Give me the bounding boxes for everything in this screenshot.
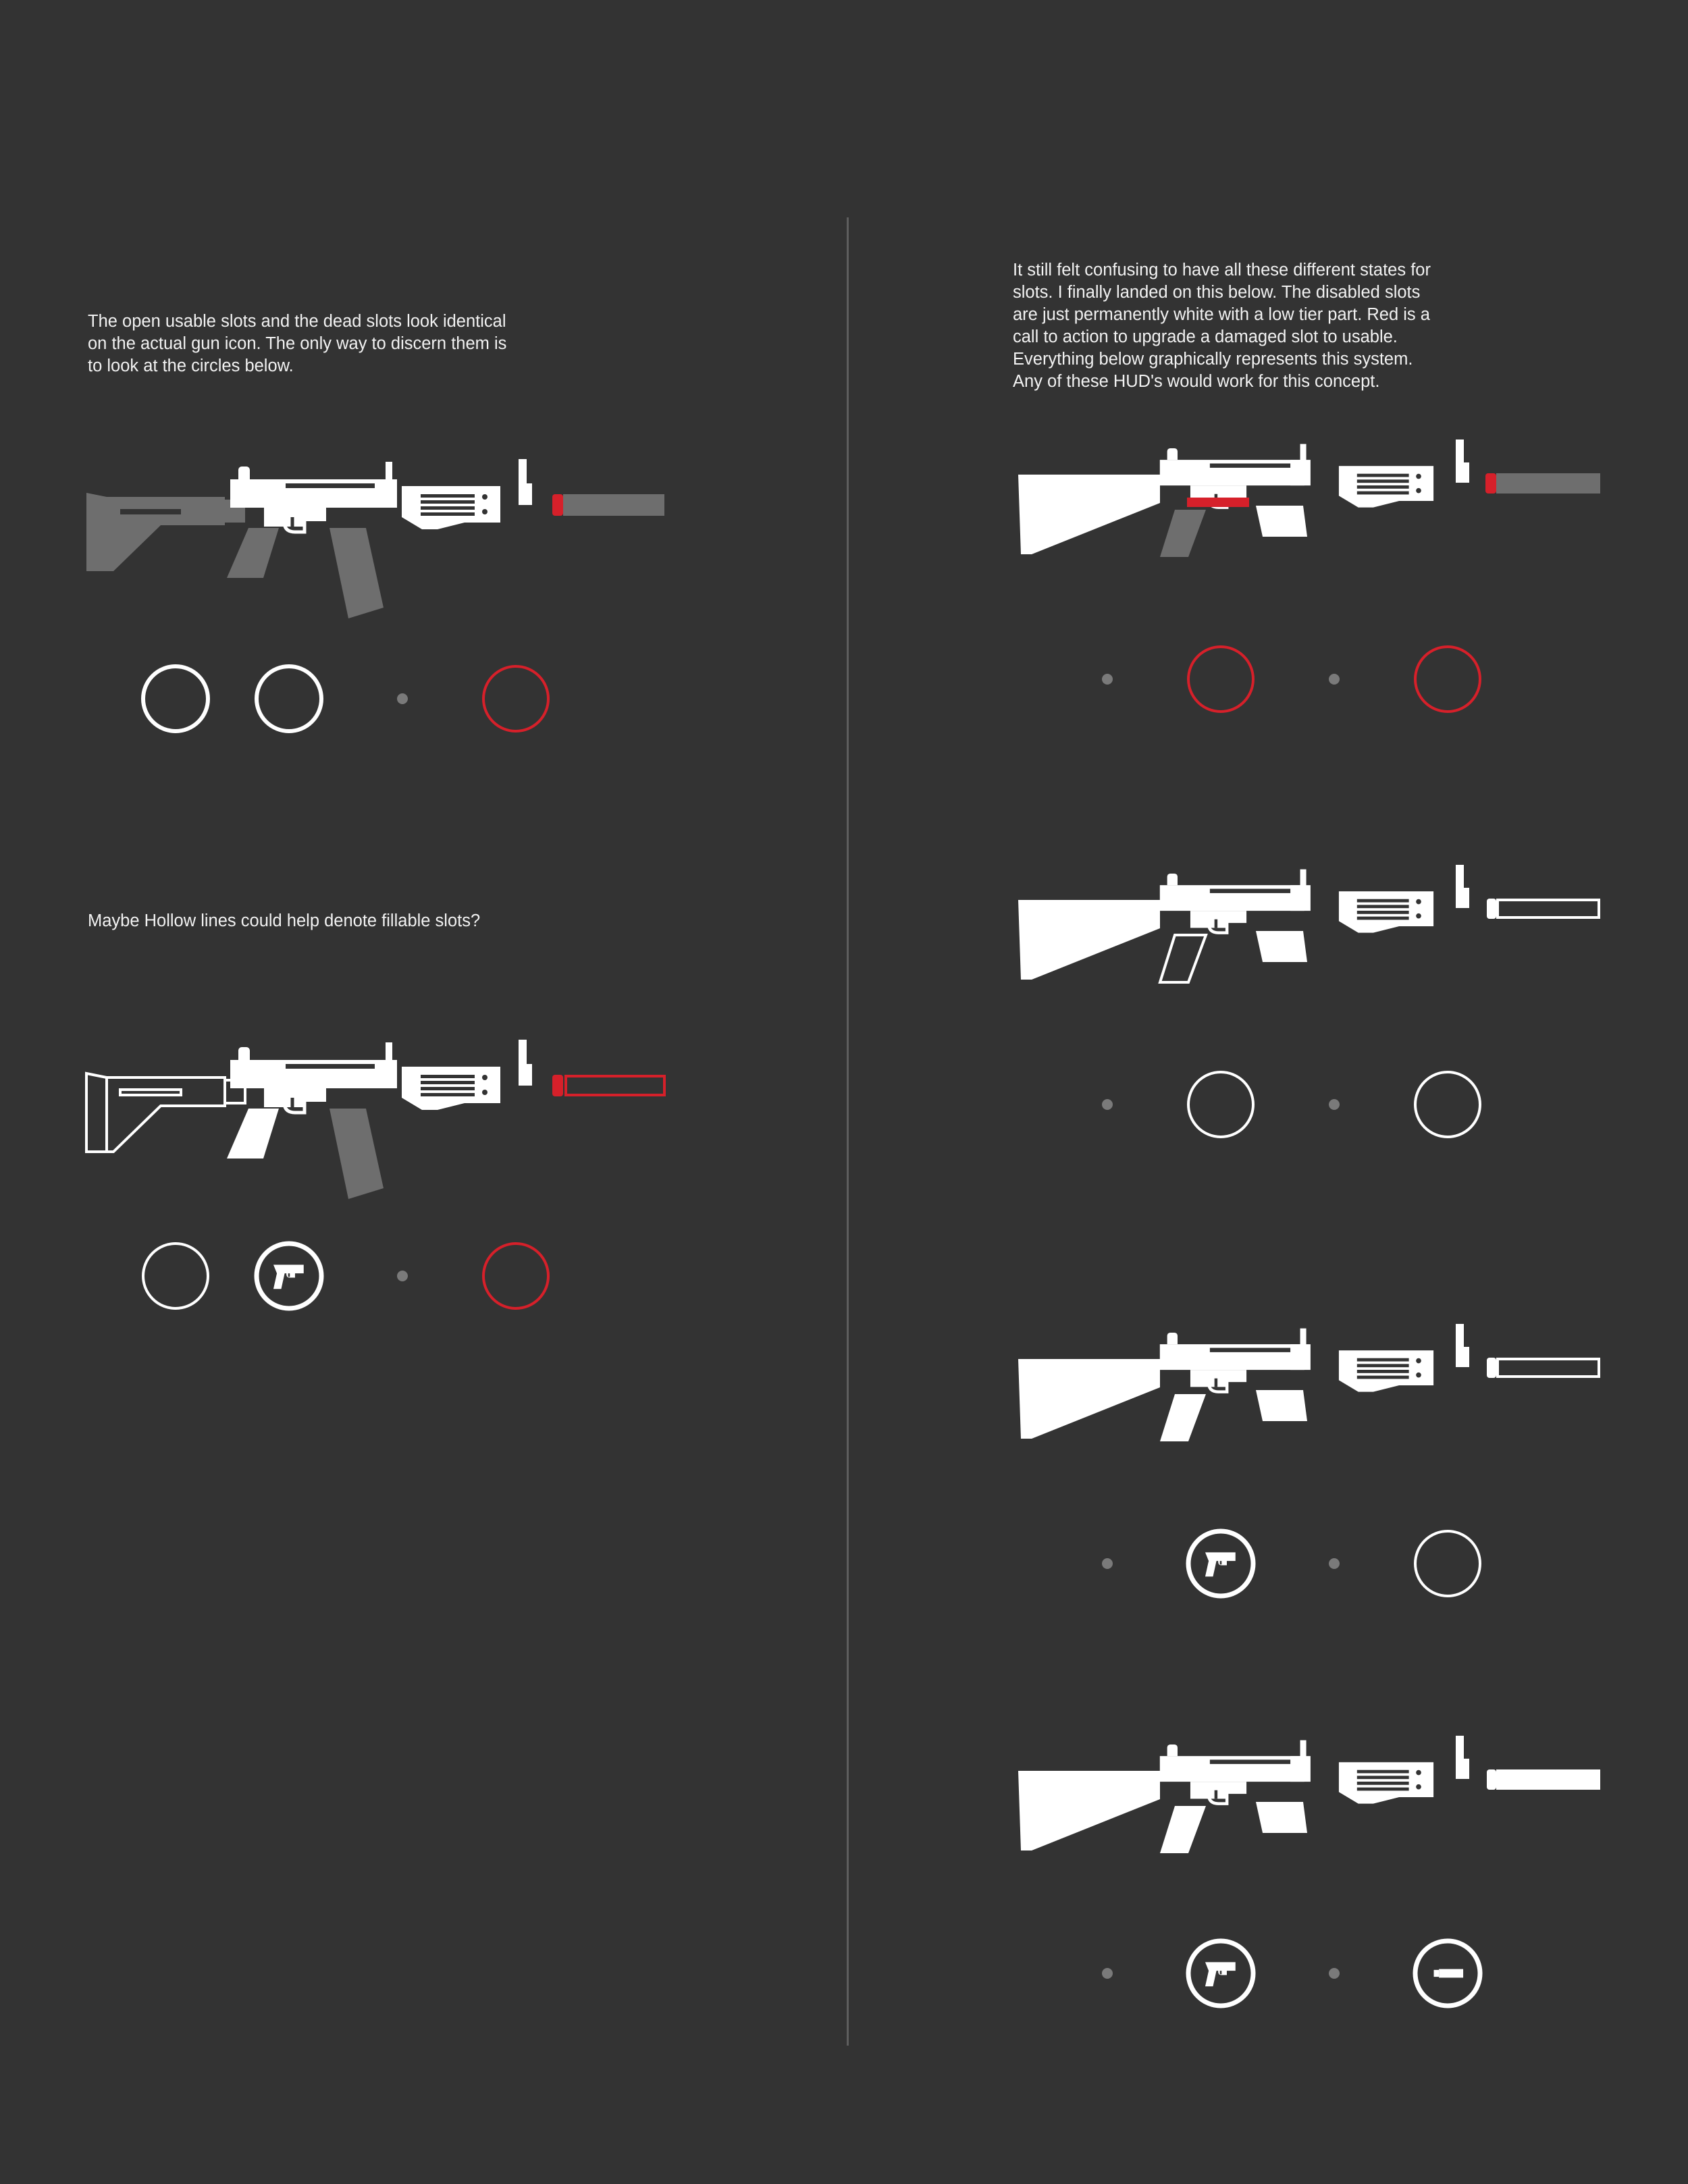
note-line: slots. I finally landed on this below. The disabled slots (1013, 283, 1421, 302)
dead-slot-dot (1102, 674, 1113, 685)
dead-slot-dot (1329, 1968, 1340, 1979)
magazine-part (1256, 1802, 1307, 1833)
grip-part (227, 1109, 279, 1158)
magazine-part (1256, 931, 1307, 962)
open-slot-icon[interactable] (1188, 1072, 1253, 1137)
rifle-fixed-stock-icon (1018, 1320, 1606, 1455)
grip-part (1160, 1394, 1206, 1441)
upper-receiver (230, 1042, 397, 1113)
damaged-slot-icon[interactable] (483, 666, 548, 731)
damaged-slot-icon[interactable] (1415, 647, 1480, 712)
note-line: Maybe Hollow lines could help denote fillable slots? (88, 911, 481, 930)
slot-row (135, 1239, 567, 1313)
muzzle-part (1487, 1769, 1496, 1790)
stock-part (1018, 900, 1160, 980)
dead-slot-dot (1329, 674, 1340, 685)
slot-row (135, 662, 567, 736)
note-final-system (1013, 259, 1431, 393)
open-slot-icon[interactable] (143, 666, 208, 731)
note-line: Everything below graphically represents this system. (1013, 350, 1413, 369)
stock-part (1018, 475, 1160, 554)
grip-part (1160, 935, 1206, 982)
open-slot-icon[interactable] (1415, 1531, 1480, 1596)
barrel-part (1496, 1769, 1600, 1790)
pistol-grip-icon (1205, 1552, 1236, 1576)
handguard (1339, 1350, 1433, 1391)
handguard (1339, 891, 1433, 932)
dead-slot-dot (397, 1271, 408, 1281)
stock-part (86, 493, 245, 571)
note-open-vs-dead (88, 311, 506, 377)
slot-row (1067, 1070, 1499, 1144)
magazine-part (1256, 506, 1307, 537)
magazine-part (329, 1109, 384, 1199)
suppressor-icon (1434, 1969, 1464, 1978)
note-line: are just permanently white with a low tier part. Red is a (1013, 305, 1430, 324)
muzzle-part (552, 494, 563, 516)
smg-rifle-icon (86, 452, 681, 628)
pistol-grip-icon (273, 1264, 304, 1289)
open-slot-icon[interactable] (1415, 1072, 1480, 1137)
dead-slot-dot (1102, 1968, 1113, 1979)
slot-row (1067, 1939, 1499, 2013)
note-line: The open usable slots and the dead slots look identical (88, 312, 506, 331)
pistol-grip-icon (1205, 1962, 1236, 1986)
muzzle-part (1485, 473, 1496, 494)
stock-part (1018, 1359, 1160, 1439)
handguard (402, 486, 500, 529)
note-line: to look at the circles below. (88, 356, 294, 375)
open-slot-icon[interactable] (143, 1244, 208, 1308)
muzzle-part (1487, 1358, 1496, 1378)
slot-row (1067, 1529, 1499, 1603)
stock-part (86, 1073, 245, 1152)
barrel-part (563, 494, 664, 516)
note-line: It still felt confusing to have all these different states for (1013, 261, 1431, 279)
stock-part (1018, 1771, 1160, 1850)
rifle-fixed-stock-icon (1018, 1732, 1606, 1867)
damaged-slot-icon[interactable] (483, 1244, 548, 1308)
upper-receiver (1160, 870, 1311, 933)
damaged-slot-icon[interactable] (1188, 647, 1253, 712)
barrel-part (566, 1076, 664, 1095)
grip-part (227, 528, 279, 578)
dead-slot-dot (1102, 1099, 1113, 1110)
barrel-part (1496, 473, 1600, 494)
rifle-fixed-stock-icon (1018, 861, 1606, 996)
muzzle-part (552, 1075, 563, 1096)
slot-row (1067, 645, 1499, 719)
dead-slot-dot (1102, 1558, 1113, 1569)
note-line: Any of these HUD's would work for this concept. (1013, 372, 1380, 391)
rifle-fixed-stock-icon (1018, 435, 1606, 570)
dead-slot-dot (1329, 1099, 1340, 1110)
upper-receiver (1160, 1329, 1311, 1392)
upper-receiver (230, 462, 397, 532)
note-line: call to action to upgrade a damaged slot to usable. (1013, 327, 1398, 346)
muzzle-part (1487, 899, 1496, 919)
open-slot-icon[interactable] (257, 666, 321, 731)
grip-part (1160, 1806, 1206, 1853)
magazine-part (1256, 1390, 1307, 1421)
upper-receiver (1160, 1740, 1311, 1804)
handguard (402, 1067, 500, 1110)
handguard (1339, 466, 1433, 507)
damaged-lower-part (1187, 498, 1249, 507)
barrel-part (1498, 1359, 1599, 1377)
magazine-part (329, 528, 384, 618)
dead-slot-dot (1329, 1558, 1340, 1569)
barrel-part (1498, 900, 1599, 917)
note-hollow-lines (88, 910, 480, 932)
smg-rifle-icon (86, 1033, 681, 1208)
dead-slot-dot (397, 693, 408, 704)
note-line: on the actual gun icon. The only way to discern them is (88, 334, 507, 353)
grip-part (1160, 510, 1206, 557)
column-divider (847, 217, 849, 2046)
handguard (1339, 1762, 1433, 1803)
